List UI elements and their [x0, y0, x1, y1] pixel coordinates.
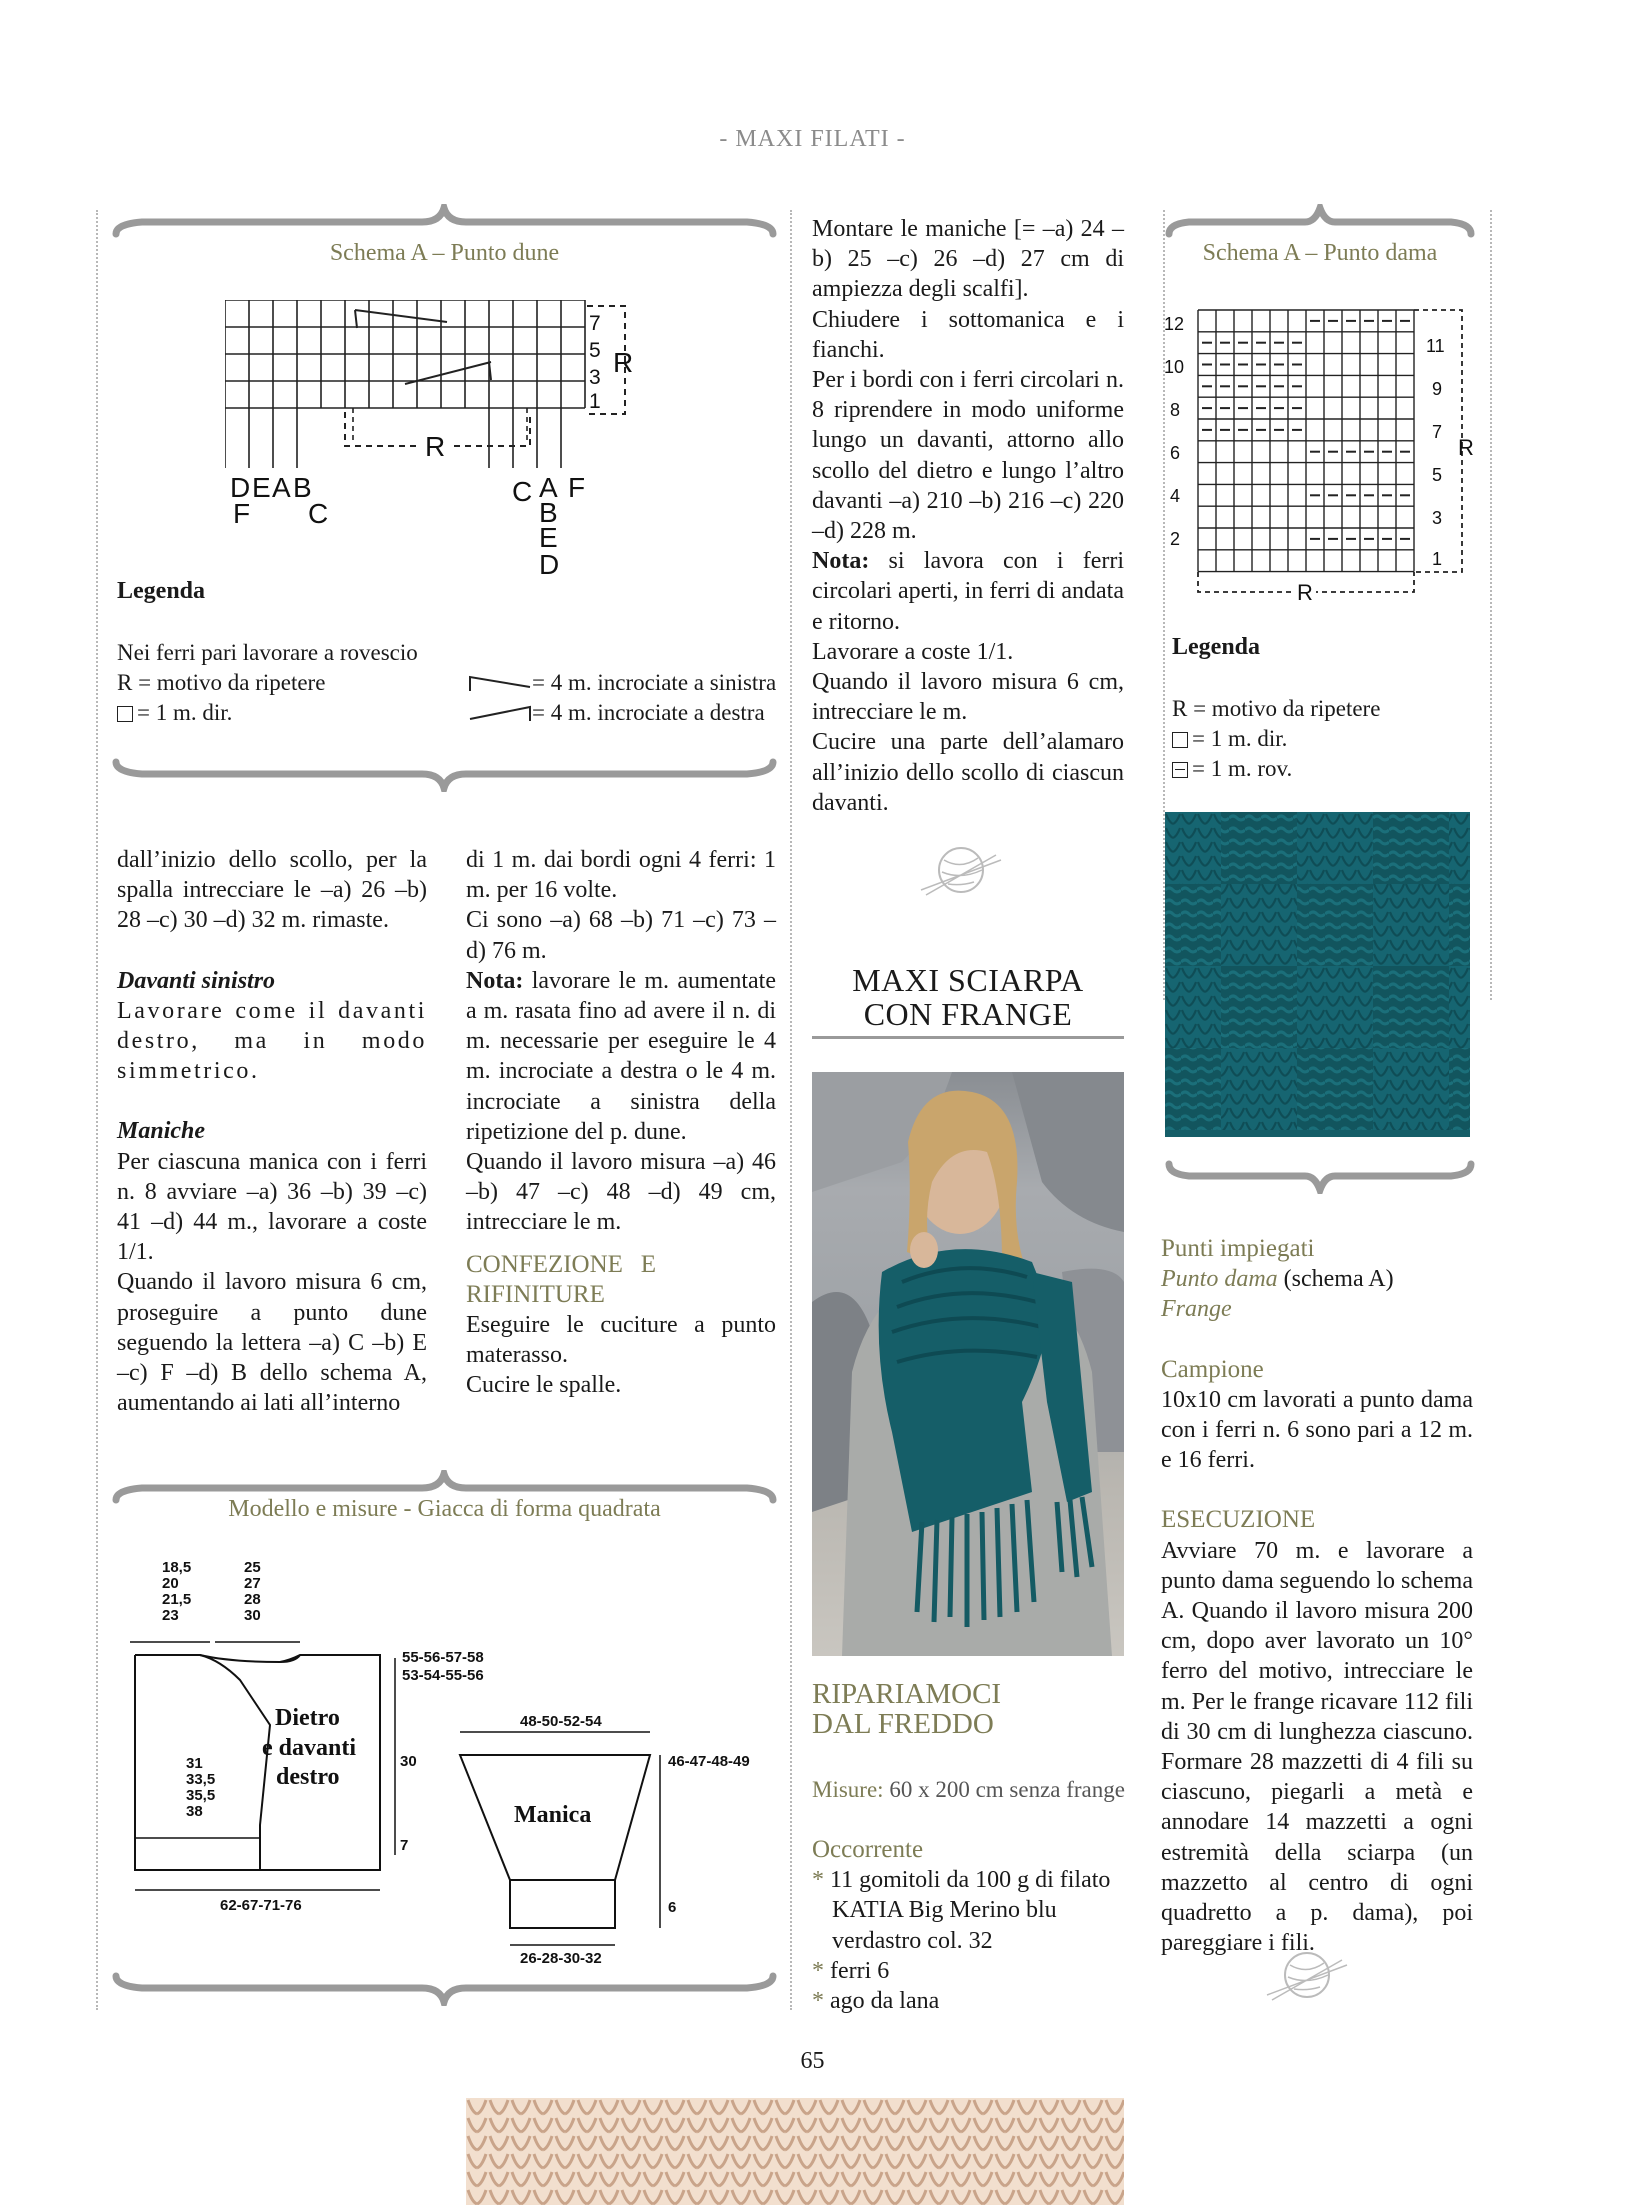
list-item: * ago da lana [812, 1988, 940, 2015]
row-number: 5 [1432, 465, 1443, 485]
row-number: 3 [589, 366, 601, 389]
paragraph: Avviare 70 m. e lavorare a punto dama seguendo lo schema A. Quando il lavoro misura 200 cm, dopo aver lavorato un 10° ferro del motivo, intrecciare le m. Per le frange ricavare 112 fili di 30 cm di lunghezza ciascuno. Formare 28 mazzetti di 4 fili su ciascuno, piegarli a metà e annodare 14 mazzetti a ogni estremità della sciarpa (un mazzetto al centro di ogni quadretto a p. dama), poi pareggiare i fili. [1161, 1537, 1473, 1957]
box-bottom-bracket [112, 758, 777, 792]
swatch-block [1449, 966, 1470, 1048]
legend-dune [117, 638, 418, 728]
paragraph: Frange [1161, 1296, 1232, 1323]
piece-label: Manica [514, 1802, 592, 1828]
dimension-label: 33,5 [186, 1771, 216, 1788]
row-number: 7 [1432, 422, 1443, 442]
sciarpa-subtitle: RIPARIAMOCI DAL FREDDO [812, 1678, 1002, 1740]
dimension-label: 46-47-48-49 [668, 1753, 750, 1770]
column-letter: E [539, 522, 558, 553]
column-letter: F [233, 498, 251, 529]
swatch-block [1297, 1048, 1373, 1130]
legend-line: R = motivo da ripetere [1172, 696, 1381, 721]
column-letter: B [293, 472, 312, 503]
box-top-bracket [1165, 204, 1475, 238]
legend-title: Legenda [117, 578, 206, 604]
paragraph: Ci sono –a) 68 –b) 71 –c) 73 –d) 76 m. [466, 907, 776, 964]
paragraph: Quando il lavoro misura –a) 46 –b) 47 –c) 48 –d) 49 cm, intrecciare le m. [466, 1149, 776, 1236]
column-2-text [466, 845, 776, 1401]
swatch-block [1221, 1048, 1297, 1130]
repeat-label: R [425, 431, 446, 462]
swatch-block [1373, 966, 1449, 1048]
swatch-block [1165, 884, 1221, 966]
column-letter: B [539, 497, 558, 528]
paragraph: Lavorare a coste 1/1. [812, 638, 1014, 665]
dimension-label: 35,5 [186, 1787, 216, 1804]
row-number: 3 [1432, 508, 1443, 528]
swatch-photo [1165, 812, 1470, 1137]
legend-line: = 4 m. incrociate a sinistra [468, 668, 776, 698]
piece-label: e davanti [262, 1735, 357, 1761]
dimension-label: 18,5 [162, 1559, 192, 1576]
legend-title: Legenda [1172, 634, 1261, 660]
dimension-label: 55-56-57-58 [402, 1649, 484, 1666]
scarf-photo [812, 1072, 1124, 1656]
misure: Misure: 60 x 200 cm senza frange [812, 1777, 1125, 1802]
row-number: 12 [1164, 314, 1185, 334]
paragraph: dall’inizio dello scollo, per la spalla intrecciare le –a) 26 –b) 28 –c) 30 –d) 32 m. rimaste. [117, 847, 427, 934]
swatch-block [1165, 966, 1221, 1048]
paragraph: Punto dama (schema A) [1161, 1266, 1394, 1293]
column-letter: D [230, 472, 251, 503]
paragraph: Nota: lavorare le m. aumentate a m. rasata fino ad avere il n. di m. necessarie per eseguire le 4 m. incrociate a destra o le 4 m. incrociate a sinistra della ripetizione del p. dune. [466, 967, 777, 1145]
row-number: 11 [1426, 336, 1445, 356]
swatch-block [1297, 884, 1373, 966]
paragraph: Quando il lavoro misura 6 cm, proseguire a punto dune seguendo la lettera –a) C –b) E –c) F –d) B dello schema A, aumentando ai lati all’interno [117, 1269, 427, 1417]
section-heading: ESECUZIONE [1161, 1506, 1316, 1534]
list-item: * ferri 6 [812, 1957, 890, 1984]
title-rule [812, 1036, 1124, 1039]
knit-stitch-icon [1172, 732, 1188, 748]
occorrente [812, 1835, 1124, 2016]
box-bottom-bracket [112, 1972, 777, 2006]
dimension-label: 6 [668, 1899, 677, 1916]
paragraph: Montare le maniche [= –a) 24 –b) 25 –c) 26 –d) 27 cm di ampiezza degli scalfi]. [812, 216, 1124, 303]
dimension-label: 31 [186, 1755, 203, 1772]
section-heading: Campione [1161, 1355, 1264, 1383]
schema-dune-title: Schema A – Punto dune [329, 240, 560, 266]
legend-dama [1172, 694, 1380, 784]
schema-dama-title: Schema A – Punto dama [1202, 240, 1438, 266]
sciarpa-title: MAXI SCIARPA CON FRANGE [852, 962, 1084, 1032]
legend-line: Nei ferri pari lavorare a rovescio [117, 640, 418, 665]
purl-stitch-icon [1172, 762, 1188, 778]
paragraph: Nota: si lavora con i ferri circolari aperti, in ferri di andata e ritorno. [812, 548, 1124, 635]
swatch-block [1165, 1048, 1221, 1130]
swatch-block [1373, 812, 1449, 884]
swatch-block [1449, 812, 1470, 884]
knit-texture [466, 2098, 1124, 2205]
section-heading: Davanti sinistro [117, 967, 276, 994]
swatch-texture [1165, 812, 1470, 1137]
dimension-label: 53-54-55-56 [402, 1667, 484, 1684]
paragraph: 10x10 cm lavorati a punto dama con i ferri n. 6 sono pari a 12 m. e 16 ferri. [1161, 1386, 1473, 1474]
dimension-label: 26-28-30-32 [520, 1950, 602, 1967]
column-3-text [812, 214, 1124, 818]
legend-dune-right [468, 668, 776, 728]
swatch-block [1221, 966, 1297, 1048]
piece-label: Dietro [275, 1705, 340, 1731]
column-letter: A [272, 472, 291, 503]
legend-line: = 1 m. dir. [1172, 724, 1380, 754]
column-letter: A [539, 472, 558, 503]
swatch-block [1221, 812, 1297, 884]
column-divider [96, 210, 98, 2010]
page-number: 65 [800, 2048, 825, 2074]
cross-left-icon [468, 673, 532, 693]
row-number: 4 [1170, 486, 1181, 506]
paragraph: Cucire una parte dell’alamaro all’inizio dello scollo di ciascun davanti. [812, 729, 1124, 816]
photo-illustration [812, 1072, 1124, 1656]
row-number: 8 [1170, 400, 1181, 420]
modello-schematic [120, 1550, 780, 1990]
column-letter: D [539, 549, 560, 580]
repeat-label: R [1458, 435, 1474, 460]
row-number: 1 [589, 390, 601, 413]
list-item: * 11 gomitoli da 100 g di filato KATIA Big Merino blu verdastro col. 32 [812, 1867, 1111, 1954]
row-number: 9 [1432, 379, 1443, 399]
yarn-ball-icon [916, 840, 1006, 900]
row-number: 10 [1164, 357, 1185, 377]
dimension-label: 30 [244, 1607, 261, 1624]
dimension-label: 28 [244, 1591, 261, 1608]
legend-line: R = motivo da ripetere [117, 670, 326, 695]
paragraph: Eseguire le cuciture a punto materasso. [466, 1312, 776, 1369]
knit-stitch-icon [117, 706, 133, 722]
paragraph: Chiudere i sottomanica e i fianchi. [812, 306, 1124, 363]
dimension-label: 23 [162, 1607, 179, 1624]
paragraph: Quando il lavoro misura 6 cm, intrecciare le m. [812, 669, 1124, 726]
row-number: 7 [589, 312, 601, 335]
dimension-label: 7 [400, 1837, 409, 1854]
swatch-block [1449, 884, 1470, 966]
paragraph: Per i bordi con i ferri circolari n. 8 riprendere in modo uniforme lungo un davanti, attorno allo scollo del dietro e lungo l’altro davanti –a) 210 –b) 216 –c) 220 –d) 228 m. [812, 367, 1124, 545]
schema-dune-chart [225, 300, 645, 600]
section-heading: Occorrente [812, 1836, 924, 1863]
swatch-block [1297, 966, 1373, 1048]
swatch-block [1373, 884, 1449, 966]
page-header: - MAXI FILATI - [719, 126, 906, 152]
modello-title: Modello e misure - Giacca di forma quadrata [228, 1496, 661, 1522]
column-divider [1490, 210, 1492, 1000]
dimension-label: 25 [244, 1559, 261, 1576]
column-4-text [1161, 1234, 1473, 1958]
paragraph: Cucire le spalle. [466, 1372, 622, 1399]
dimension-label: 48-50-52-54 [520, 1713, 602, 1730]
legend-line: = 4 m. incrociate a destra [468, 698, 776, 728]
swatch-block [1221, 884, 1297, 966]
paragraph: Per ciascuna manica con i ferri n. 8 avviare –a) 36 –b) 39 –c) 41 –d) 44 m., lavorare a coste 1/1. [117, 1148, 427, 1266]
column-letter: F [568, 472, 586, 503]
repeat-label: R [613, 347, 634, 378]
section-heading: Maniche [117, 1118, 206, 1145]
column-letter: C [308, 498, 329, 529]
dimension-label: 27 [244, 1575, 261, 1592]
column-letter: C [512, 476, 533, 507]
swatch-block [1297, 812, 1373, 884]
legend-line: = 1 m. dir. [117, 698, 418, 728]
column-divider [790, 210, 792, 2010]
row-number: 5 [589, 339, 601, 362]
piece-label: destro [276, 1764, 340, 1790]
dimension-label: 20 [162, 1575, 179, 1592]
yarn-ball-icon [1262, 1945, 1352, 2005]
box-bottom-bracket [1165, 1160, 1475, 1194]
row-number: 1 [1432, 549, 1443, 569]
row-number: 6 [1170, 443, 1181, 463]
dimension-label: 21,5 [162, 1591, 192, 1608]
knit-texture-photo [466, 2098, 1124, 2205]
cross-right-icon [468, 703, 532, 723]
column-letter: E [252, 472, 271, 503]
row-number: 2 [1170, 529, 1181, 549]
dimension-label: 38 [186, 1803, 203, 1820]
dimension-label: 30 [400, 1753, 417, 1770]
section-heading: Punti impiegati [1161, 1235, 1315, 1262]
paragraph: di 1 m. dai bordi ogni 4 ferri: 1 m. per 16 volte. [466, 847, 776, 904]
column-1-text [117, 845, 427, 1418]
section-heading: CONFEZIONE E RIFINITURE [466, 1250, 656, 1308]
swatch-block [1449, 1048, 1470, 1130]
dimension-label: 62-67-71-76 [220, 1897, 302, 1914]
box-top-bracket [112, 204, 777, 238]
schema-dama-chart [1160, 300, 1480, 610]
repeat-label: R [1297, 580, 1313, 605]
swatch-block [1165, 812, 1221, 884]
legend-line: = 1 m. rov. [1172, 754, 1380, 784]
paragraph: Lavorare come il davanti destro, ma in modo simmetrico. [117, 997, 427, 1085]
swatch-block [1373, 1048, 1449, 1130]
